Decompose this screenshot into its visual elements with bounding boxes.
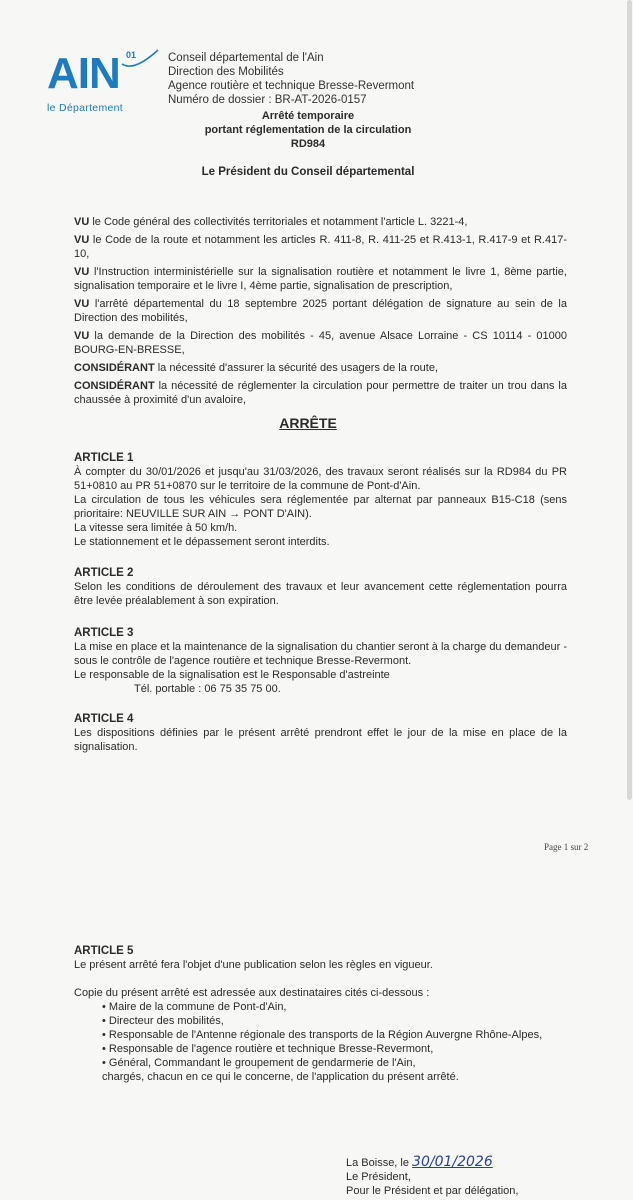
list-item: • Directeur des mobilités, [102, 1015, 224, 1027]
preamble-item: VU la demande de la Direction des mobilités - 45, avenue Alsace Lorraine - CS 10114 - 01000 BOURG-EN-BRESSE, [74, 330, 567, 356]
preamble-item: CONSIDÉRANT la nécessité de réglementer la circulation pour permettre de traiter un trou dans la chaussée à proximité d'un avaloire, [74, 380, 567, 406]
logo-number: 01 [126, 50, 137, 60]
article-text: Selon les conditions de déroulement des travaux et leur avancement cette réglementation pourra être levée préalablement à son expiration. [74, 581, 567, 607]
preamble [74, 215, 567, 411]
signature-line: Le Président, [346, 1171, 411, 1183]
header-line: Direction des Mobilités [168, 66, 284, 78]
document-title [160, 109, 456, 151]
logo-text: AIN [47, 49, 120, 98]
list-item: • Responsable de l'Antenne régionale des transports de la Région Auvergne Rhône-Alpes, [102, 1029, 543, 1041]
preamble-item: VU le Code général des collectivités territoriales et notamment l'article L. 3221-4, [74, 216, 468, 228]
signature-line: Pour le Président et par délégation, [346, 1185, 519, 1197]
article-5 [74, 944, 574, 1084]
copy-intro: Copie du présent arrêté est adressée aux destinataires cités ci-dessous : [74, 987, 430, 999]
article-3 [74, 626, 567, 696]
header-line: Agence routière et technique Bresse-Revermont [168, 80, 415, 92]
preamble-item: VU le Code de la route et notamment les articles R. 411-8, R. 411-25 et R.413-1, R.417-9 et R.417-10, [74, 234, 567, 260]
list-item: • Maire de la commune de Pont-d'Ain, [102, 1001, 287, 1013]
article-text: Les dispositions définies par le présent arrêté prendront effet le jour de la mise en place de la signalisation. [74, 727, 567, 753]
header-line: Conseil départemental de l'Ain [168, 52, 324, 64]
scrollbar[interactable] [627, 0, 632, 800]
article-title: ARTICLE 2 [74, 567, 134, 579]
dossier-number: Numéro de dossier : BR-AT-2026-0157 [168, 94, 367, 106]
letterhead [168, 51, 414, 107]
list-item: • Général, Commandant le groupement de gendarmerie de l'Ain, [102, 1057, 416, 1069]
list-item: • Responsable de l'agence routière et technique Bresse-Revermont, [102, 1043, 434, 1055]
title-road: RD984 [290, 138, 326, 150]
article-title: ARTICLE 4 [74, 713, 134, 725]
phone-number: Tél. portable : 06 75 35 75 00. [134, 683, 281, 695]
closing-text: chargés, chacun en ce qui le concerne, de l'application du présent arrêté. [102, 1071, 459, 1083]
article-1 [74, 451, 567, 549]
article-text: La mise en place et la maintenance de la signalisation du chantier seront à la charge du demandeur - sous le contrôle de l'agence routière et technique Bresse-Revermont. [74, 641, 567, 667]
article-text: La vitesse sera limitée à 50 km/h. [74, 522, 238, 534]
article-title: ARTICLE 3 [74, 627, 134, 639]
recipient-list [74, 1000, 574, 1084]
article-title: ARTICLE 5 [74, 945, 134, 957]
arrete-heading: ARRÊTE [279, 415, 337, 431]
article-title: ARTICLE 1 [74, 452, 134, 464]
signature-place: La Boisse, le [346, 1157, 413, 1169]
article-text: Le responsable de la signalisation est le Responsable d'astreinte [74, 669, 390, 681]
article-text: La circulation de tous les véhicules sera réglementée par alternat par panneaux B15-C18 (sens prioritaire: NEUVILLE SUR AIN → PONT D'AIN). [74, 494, 567, 520]
preamble-item: CONSIDÉRANT la nécessité d'assurer la sécurité des usagers de la route, [74, 362, 439, 374]
president-heading: Le Président du Conseil départemental [201, 166, 415, 178]
handwritten-date: 30/01/2026 [412, 1154, 493, 1170]
article-4 [74, 712, 567, 754]
logo-subtitle: le Département [47, 102, 123, 114]
preamble-item: VU l'Instruction interministérielle sur la signalisation routière et notamment le livre 1, 8ème partie, signalisation temporaire et le livre I, 4ème partie, signalisation de prescription, [74, 266, 567, 292]
article-text: Le présent arrêté fera l'objet d'une publication selon les règles en vigueur. [74, 959, 433, 971]
page-number: Page 1 sur 2 [544, 842, 589, 852]
signature-block [346, 1155, 518, 1198]
article-2 [74, 566, 567, 608]
article-text: Le stationnement et le dépassement seront interdits. [74, 536, 330, 548]
article-text: À compter du 30/01/2026 et jusqu'au 31/03/2026, des travaux seront réalisés sur la RD984 du PR 51+0810 au PR 51+0870 sur le territoire de la commune de Pont-d'Ain. [74, 466, 567, 492]
title-line: Arrêté temporaire [261, 110, 355, 122]
title-line: portant réglementation de la circulation [204, 124, 412, 136]
preamble-item: VU l'arrêté départemental du 18 septembre 2025 portant délégation de signature au sein de la Direction des mobilités, [74, 298, 567, 324]
